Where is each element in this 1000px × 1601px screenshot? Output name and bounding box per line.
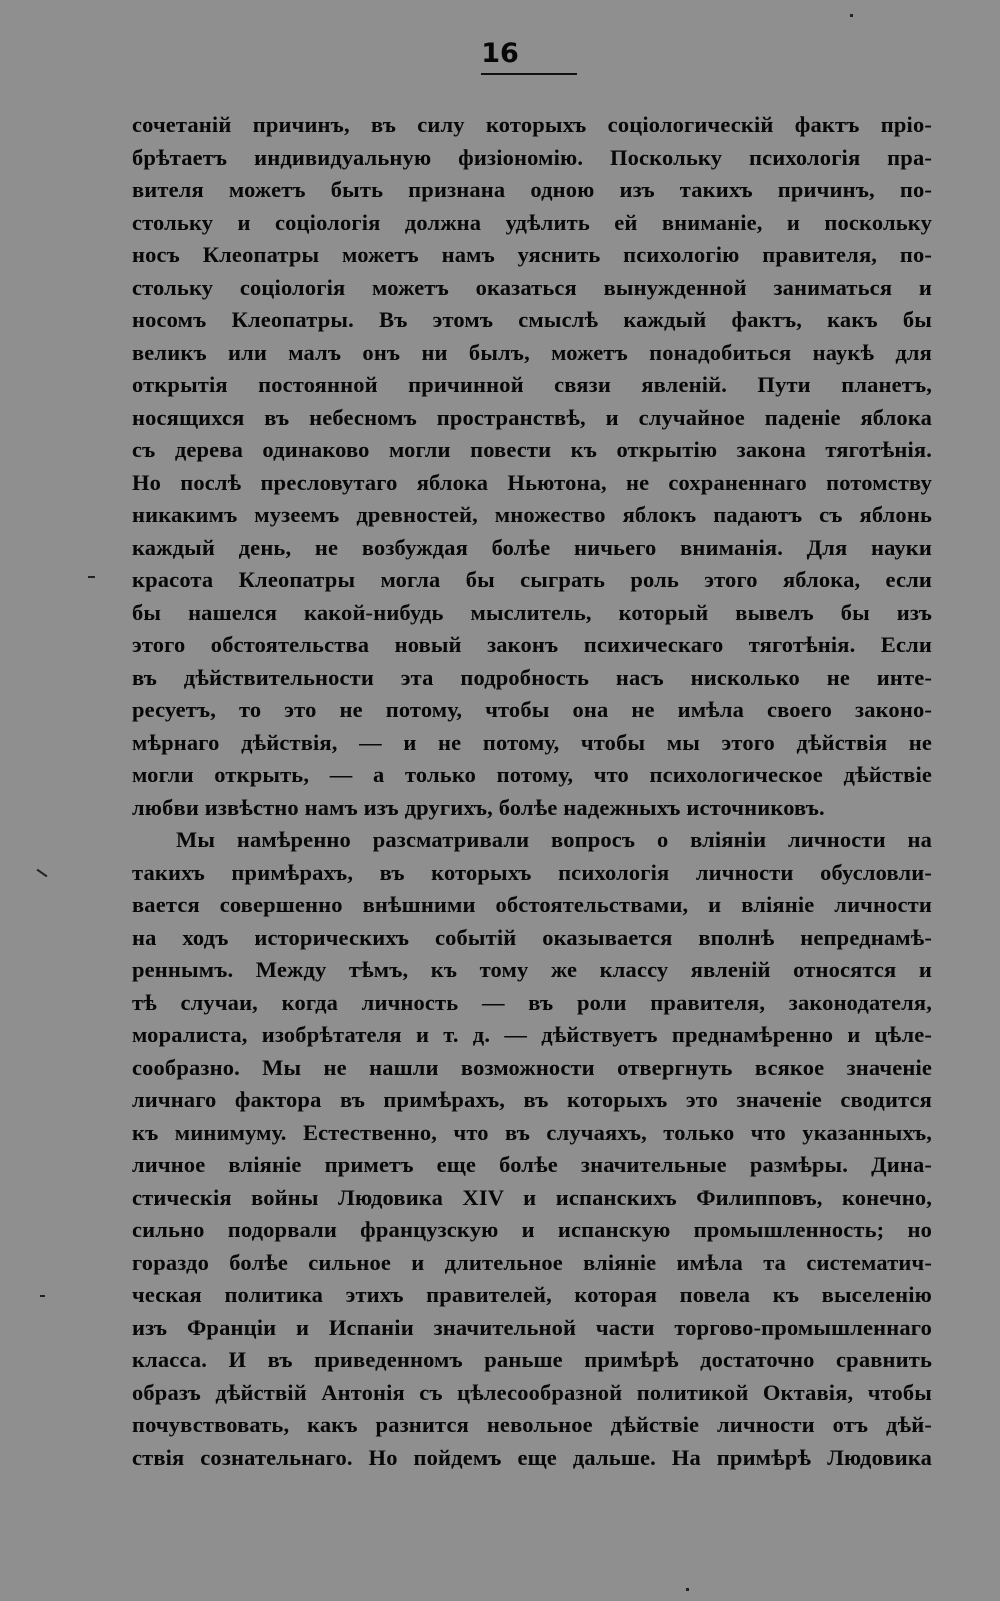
text-line: въ дѣйствительности эта подробность насъ нисколько не инте- <box>132 664 932 690</box>
text-line: мѣрнаго дѣйствія, — и не потому, чтобы мы этого дѣйствія не <box>132 729 932 755</box>
text-line: Мы намѣренно разсматривали вопросъ о вліяніи личности на <box>176 827 932 852</box>
text-line: каждый день, не возбуждая болѣе ничьего вниманія. Для науки <box>132 534 932 560</box>
scan-speck <box>37 869 48 878</box>
text-line: сочетаній причинъ, въ силу которыхъ соціологическій фактъ пріо- <box>132 112 932 137</box>
page-number-rule <box>481 73 577 75</box>
text-line: ствія сознательнаго. Но пойдемъ еще дальше. На примѣрѣ Людовика <box>132 1444 932 1470</box>
text-line: такихъ примѣрахъ, въ которыхъ психологія личности обусловли- <box>132 859 932 885</box>
scan-speck <box>88 576 95 578</box>
text-line: къ минимуму. Естественно, что въ случаяхъ, только что указанныхъ, <box>132 1119 932 1145</box>
text-line: брѣтаетъ индивидуальную физіономію. Поскольку психологія пра- <box>132 144 932 170</box>
text-line: любви извѣстно намъ изъ другихъ, болѣе надежныхъ источниковъ. <box>132 794 825 820</box>
text-line: вителя можетъ быть признана одною изъ такихъ причинъ, по- <box>132 177 932 202</box>
text-line: съ дерева одинаково могли повести къ открытію закона тяготѣнія. <box>132 437 932 462</box>
scan-speck <box>850 14 853 17</box>
text-line: открытія постоянной причинной связи явленій. Пути планетъ, <box>132 372 932 397</box>
text-line: этого обстоятельства новый законъ психическаго тяготѣнія. Если <box>132 632 932 657</box>
text-line: тѣ случаи, когда личность — въ роли правителя, законодателя, <box>132 989 932 1015</box>
page-number: 16 <box>481 38 519 69</box>
text-line: почувствовать, какъ разнится невольное дѣйствіе личности отъ дѣй- <box>132 1412 932 1437</box>
text-line: носъ Клеопатры можетъ намъ уяснить психологію правителя, по- <box>132 242 932 267</box>
text-line: стольку соціологія можетъ оказаться вынужденной заниматься и <box>132 274 932 300</box>
text-line: носомъ Клеопатры. Въ этомъ смыслѣ каждый фактъ, какъ бы <box>132 307 932 332</box>
text-line: стольку и соціологія должна удѣлить ей вниманіе, и поскольку <box>132 209 932 235</box>
body-text <box>132 109 932 1474</box>
text-line: гораздо болѣе сильное и длительное вліяніе имѣла та систематич- <box>132 1249 932 1275</box>
text-line: ческая политика этихъ правителей, которая повела къ выселенію <box>132 1282 932 1307</box>
text-line: никакимъ музеемъ древностей, множество яблокъ падаютъ съ яблонь <box>132 502 932 527</box>
scan-speck <box>686 1588 689 1591</box>
text-line: бы нашелся какой-нибудь мыслитель, который вывелъ бы изъ <box>132 599 932 625</box>
text-line: изъ Франціи и Испаніи значительной части торгово-промышленнаго <box>132 1314 932 1340</box>
text-line: красота Клеопатры могла бы сыграть роль этого яблока, если <box>132 567 932 592</box>
text-line: реннымъ. Между тѣмъ, къ тому же классу явленій относятся и <box>132 957 932 982</box>
text-line: личное вліяніе приметъ еще болѣе значительные размѣры. Дина- <box>132 1152 932 1177</box>
text-line: Но послѣ пресловутаго яблока Ньютона, не сохраненнаго потомству <box>132 469 932 495</box>
text-line: сообразно. Мы не нашли возможности отвергнуть всякое значеніе <box>132 1054 932 1080</box>
text-line: ресуетъ, то это не потому, чтобы она не имѣла своего законо- <box>132 697 932 722</box>
text-line: класса. И въ приведенномъ раньше примѣрѣ достаточно сравнить <box>132 1347 932 1372</box>
text-line: личнаго фактора въ примѣрахъ, въ которыхъ это значеніе сводится <box>132 1087 932 1112</box>
text-line: великъ или малъ онъ ни былъ, можетъ понадобиться наукѣ для <box>132 339 932 365</box>
text-line: образъ дѣйствій Антонія съ цѣлесообразной политикой Октавія, чтобы <box>132 1379 932 1405</box>
text-line: вается совершенно внѣшними обстоятельствами, и вліяніе личности <box>132 892 932 917</box>
text-line: на ходъ историческихъ событій оказывается вполнѣ непреднамѣ- <box>132 924 932 950</box>
scan-speck <box>40 1295 45 1297</box>
text-line: носящихся въ небесномъ пространствѣ, и случайное паденіе яблока <box>132 404 932 430</box>
text-line: могли открыть, — а только потому, что психологическое дѣйствіе <box>132 762 932 787</box>
text-line: моралиста, изобрѣтателя и т. д. — дѣйствуетъ преднамѣренно и цѣле- <box>132 1022 932 1047</box>
text-line: сильно подорвали французскую и испанскую промышленность; но <box>132 1217 932 1242</box>
text-line: стическія войны Людовика XIV и испанскихъ Филипповъ, конечно, <box>132 1184 932 1210</box>
